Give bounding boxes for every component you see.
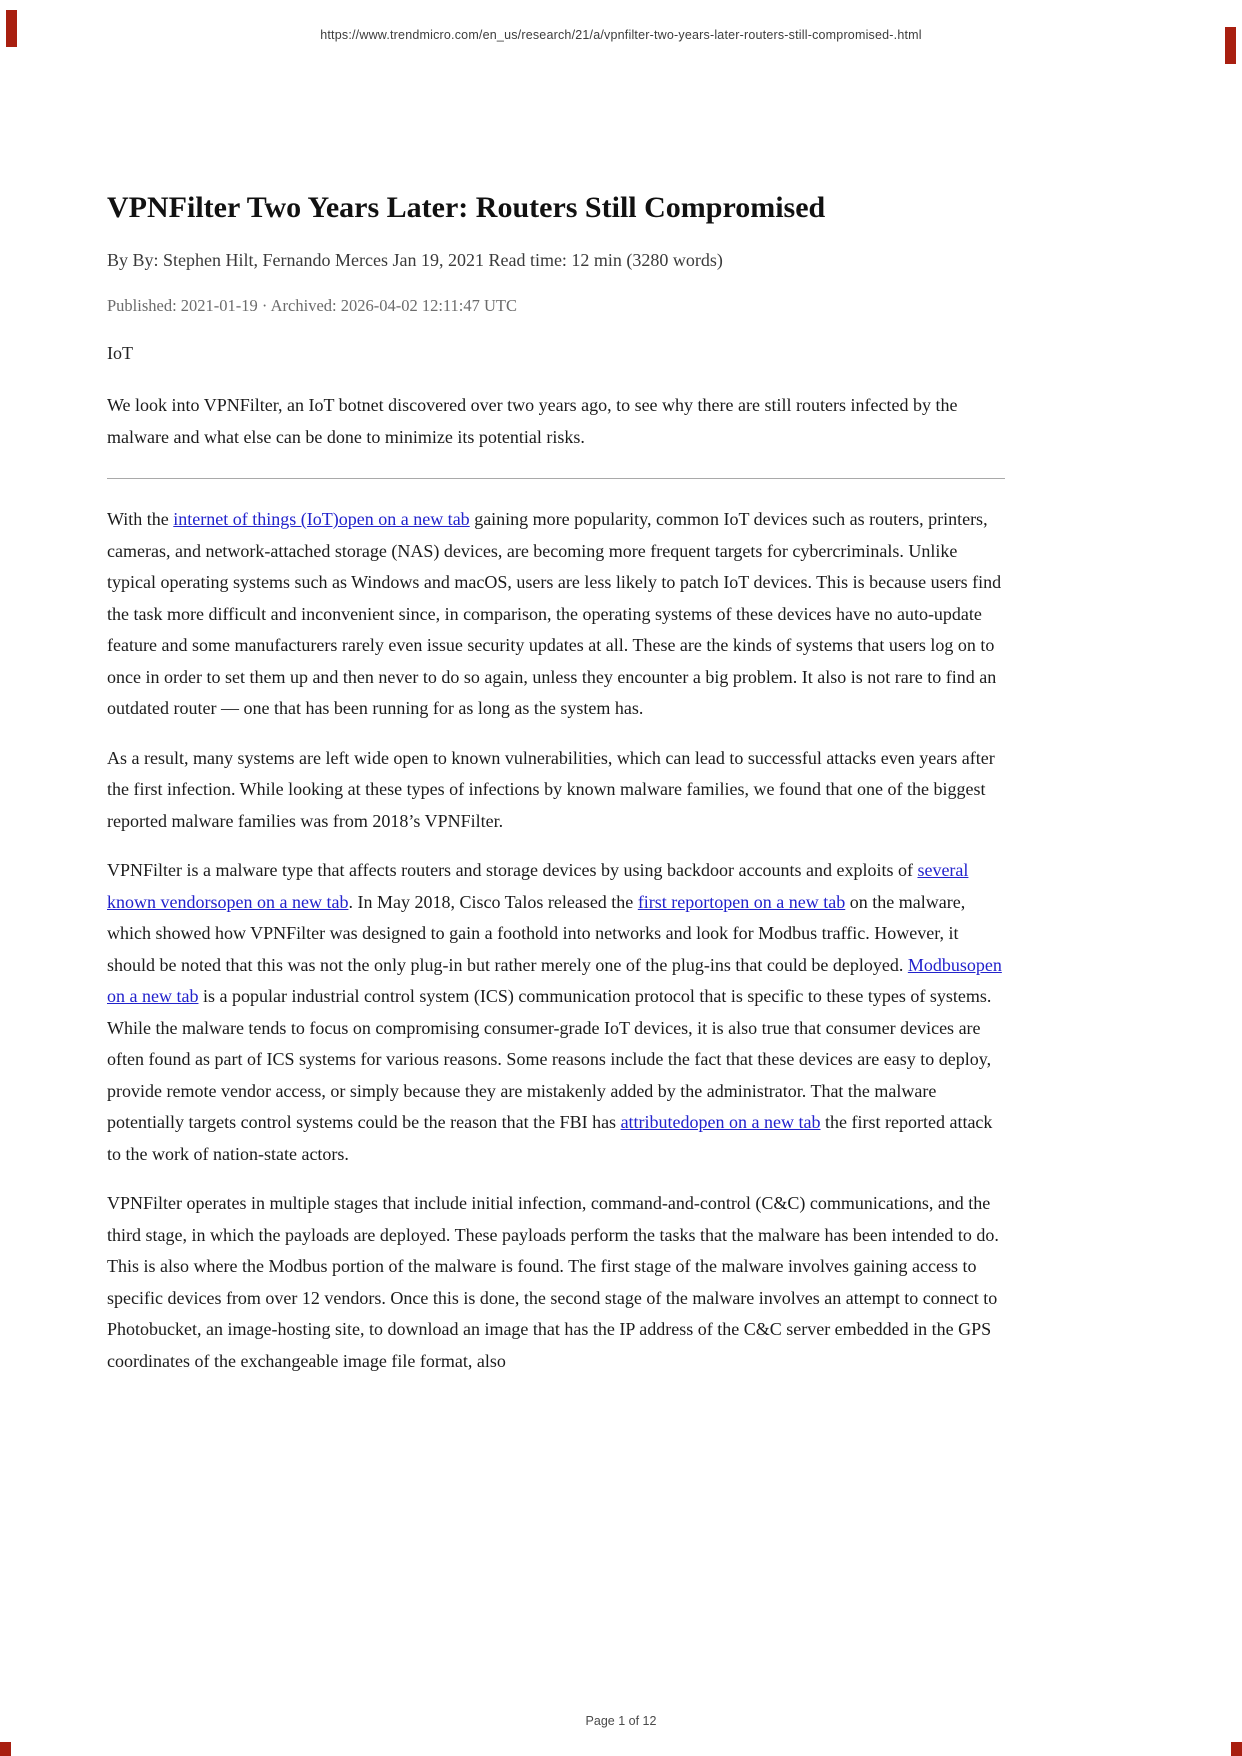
- source-url: https://www.trendmicro.com/en_us/research/21/a/vpnfilter-two-years-later-routers-still-compromised-.html: [320, 28, 922, 42]
- byline: By By: Stephen Hilt, Fernando Merces Jan 19, 2021 Read time: 12 min (3280 words): [107, 250, 723, 270]
- article: [107, 190, 1005, 1395]
- page-number: Page 1 of 12: [585, 1714, 657, 1728]
- body-paragraph: As a result, many systems are left wide open to known vulnerabilities, which can lead to successful attacks even years after the first infection. While looking at these types of infections by known malware families, we found that one of the biggest reported malware families was from 2018’s VPNFilter.: [107, 747, 995, 831]
- inline-link[interactable]: internet of things (IoT)open on a new tab: [173, 509, 470, 529]
- article-body: [107, 504, 1005, 1377]
- inline-link[interactable]: attributedopen on a new tab: [620, 1112, 821, 1132]
- corner-mark-bottom-right: [1231, 1742, 1242, 1756]
- inline-link[interactable]: Modbusopen on a new tab: [107, 954, 1002, 1006]
- corner-mark-bottom-left: [0, 1742, 11, 1756]
- body-paragraph: VPNFilter is a malware type that affects routers and storage devices by using backdoor accounts and exploits of several known vendorsopen on a new tab. In May 2018, Cisco Talos released the first reportopen on a new tab on the malware, which showed how VPNFilter was designed to gain a foothold into networks and look for Modbus traffic. However, it should be noted that this was not the only plug-in but rather merely one of the plug-ins that could be deployed. Modbusopen on a new tab is a popular industrial control system (ICS) communication protocol that is specific to these types of systems. While the malware tends to focus on compromising consumer-grade IoT devices, it is also true that consumer devices are often found as part of ICS systems for various reasons. Some reasons include the fact that these devices are easy to deploy, provide remote vendor access, or simply because they are mistakenly added by the administrator. That the malware potentially targets control systems could be the reason that the FBI has attributedopen on a new tab the first reported attack to the work of nation-state actors.: [107, 860, 1002, 1164]
- article-summary: We look into VPNFilter, an IoT botnet discovered over two years ago, to see why there are still routers infected by the malware and what else can be done to minimize its potential risks.: [107, 395, 958, 447]
- inline-link[interactable]: first reportopen on a new tab: [637, 891, 846, 912]
- category-label: IoT: [107, 343, 133, 363]
- divider: [107, 478, 1005, 479]
- page-title: VPNFilter Two Years Later: Routers Still Compromised: [107, 191, 826, 224]
- body-paragraph: VPNFilter operates in multiple stages that include initial infection, command-and-control (C&C) communications, and the third stage, in which the payloads are deployed. These payloads perform the tasks that the malware has been intended to do. This is also where the Modbus portion of the malware is found. The first stage of the malware involves gaining access to specific devices from over 12 vendors. Once this is done, the second stage of the malware involves an attempt to connect to Photobucket, an image-hosting site, to download an image that has the IP address of the C&C server embedded in the GPS coordinates of the exchangeable image file format, also: [107, 1193, 999, 1371]
- published-archived-line: Published: 2021-01-19 · Archived: 2026-04-02 12:11:47 UTC: [107, 296, 518, 315]
- body-paragraph: With the internet of things (IoT)open on a new tab gaining more popularity, common IoT devices such as routers, printers, cameras, and network-attached storage (NAS) devices, are becoming more frequent targets for cybercriminals. Unlike typical operating systems such as Windows and macOS, users are less likely to patch IoT devices. This is because users find the task more difficult and inconvenient since, in comparison, the operating systems of these devices have no auto-update feature and some manufacturers rarely even issue security updates at all. These are the kinds of systems that users log on to once in order to set them up and then never to do so again, unless they encounter a big problem. It also is not rare to find an outdated router — one that has been running for as long as the system has.: [107, 509, 1002, 718]
- inline-link[interactable]: several known vendorsopen on a new tab: [107, 860, 969, 912]
